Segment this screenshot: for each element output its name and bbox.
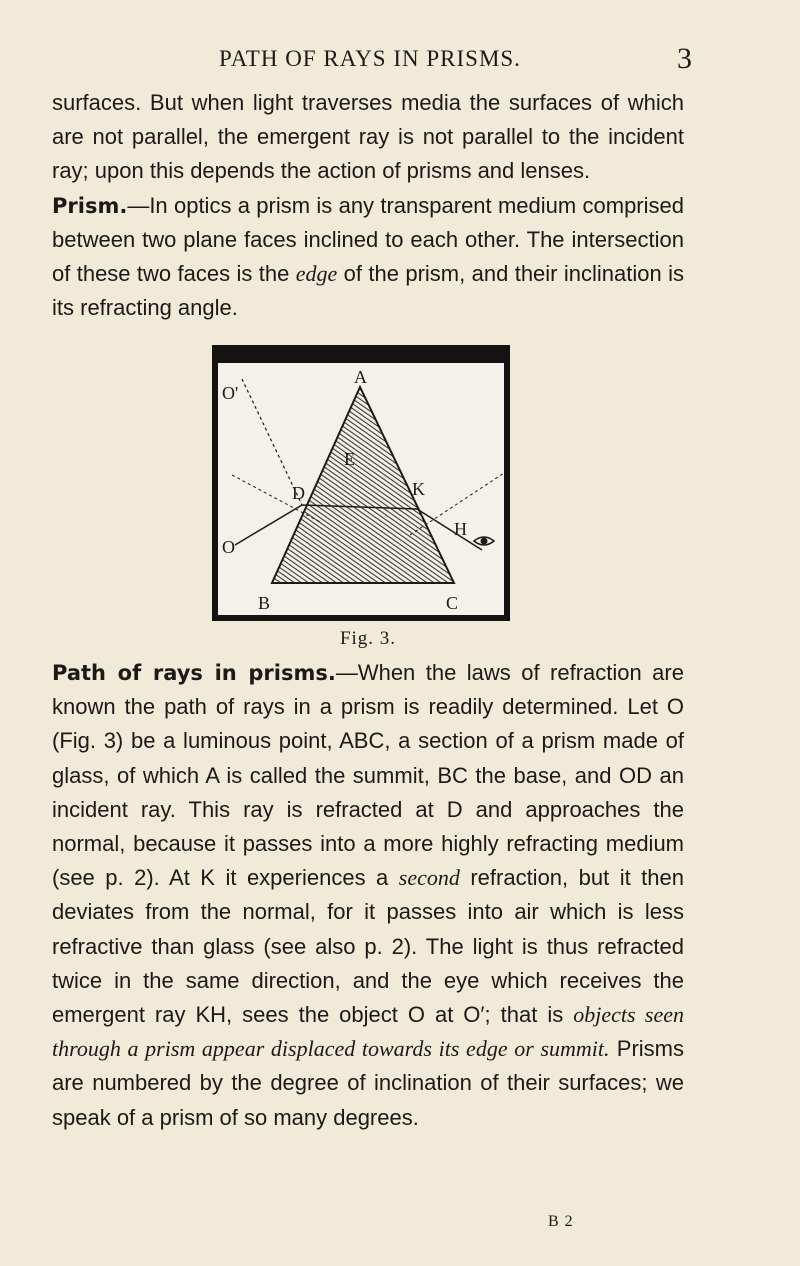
paragraph-text: surfaces. But when light traverses media the surfaces of which are not parallel, the emergent ray is not parallel to the incident ray; upon this depends the action of prisms and lenses. bbox=[52, 90, 684, 184]
paragraph-prism bbox=[52, 189, 684, 326]
page-number: 3 bbox=[677, 42, 692, 75]
figure-caption: Fig. 3. bbox=[339, 628, 397, 649]
paragraph-text: Prisms are numbered by the degree of inclination of their surfaces; we speak of a prism of so many degrees. bbox=[52, 1036, 685, 1130]
running-title: PATH OF RAYS IN PRISMS. bbox=[219, 46, 521, 71]
label-e: E bbox=[344, 449, 355, 469]
italic-statement: objects seen through a prism appear displaced towards its edge or summit. bbox=[52, 1002, 685, 1062]
label-c: C bbox=[446, 593, 459, 613]
label-b: B bbox=[258, 593, 271, 613]
paragraph-text: of the prism, and their inclination is its refracting angle. bbox=[52, 261, 684, 321]
italic-term-edge: edge bbox=[295, 261, 338, 287]
label-k: K bbox=[412, 479, 425, 499]
italic-term-second: second bbox=[398, 865, 460, 891]
label-h: H bbox=[454, 519, 467, 539]
label-a: A bbox=[354, 367, 367, 387]
prism-figure bbox=[212, 345, 510, 621]
eye-icon bbox=[474, 537, 494, 545]
label-o: O bbox=[222, 537, 235, 557]
page-header bbox=[52, 40, 692, 80]
upper-text-block bbox=[52, 86, 684, 325]
prism-diagram bbox=[212, 345, 510, 621]
paragraph-text: refraction, but it then deviates from the normal, for it passes into air which is less refractive than glass (see also p. 2). The light is thus refracted twice in the same direction, and the eye which receives the emergent ray KH, sees the object O at O′; that is bbox=[52, 865, 684, 1028]
paragraph-continued bbox=[52, 86, 684, 189]
signature-mark: B 2 bbox=[548, 1213, 574, 1230]
lower-text-block bbox=[52, 656, 684, 1135]
run-in-heading-prism: Prism. bbox=[52, 193, 128, 218]
label-o-prime: O' bbox=[222, 383, 239, 403]
label-d: D bbox=[292, 483, 305, 503]
run-in-heading-path: Path of rays in prisms. bbox=[52, 661, 336, 685]
paragraph-text: —In optics a prism is any transparent medium comprised between two plane faces inclined to each other. The intersection of these two faces is the bbox=[52, 192, 684, 287]
paragraph-path-of-rays bbox=[52, 656, 684, 1135]
paragraph-text: —When the laws of refraction are known the path of rays in a prism is readily determined. Let O (Fig. 3) be a luminous point, ABC, a section of a prism made of glass, of which A is called the summit, BC the base, and OD an incident ray. This ray is refracted at D and approaches the normal, because it passes into a more highly refracting medium (see p. 2). At K it experiences a bbox=[52, 660, 684, 891]
